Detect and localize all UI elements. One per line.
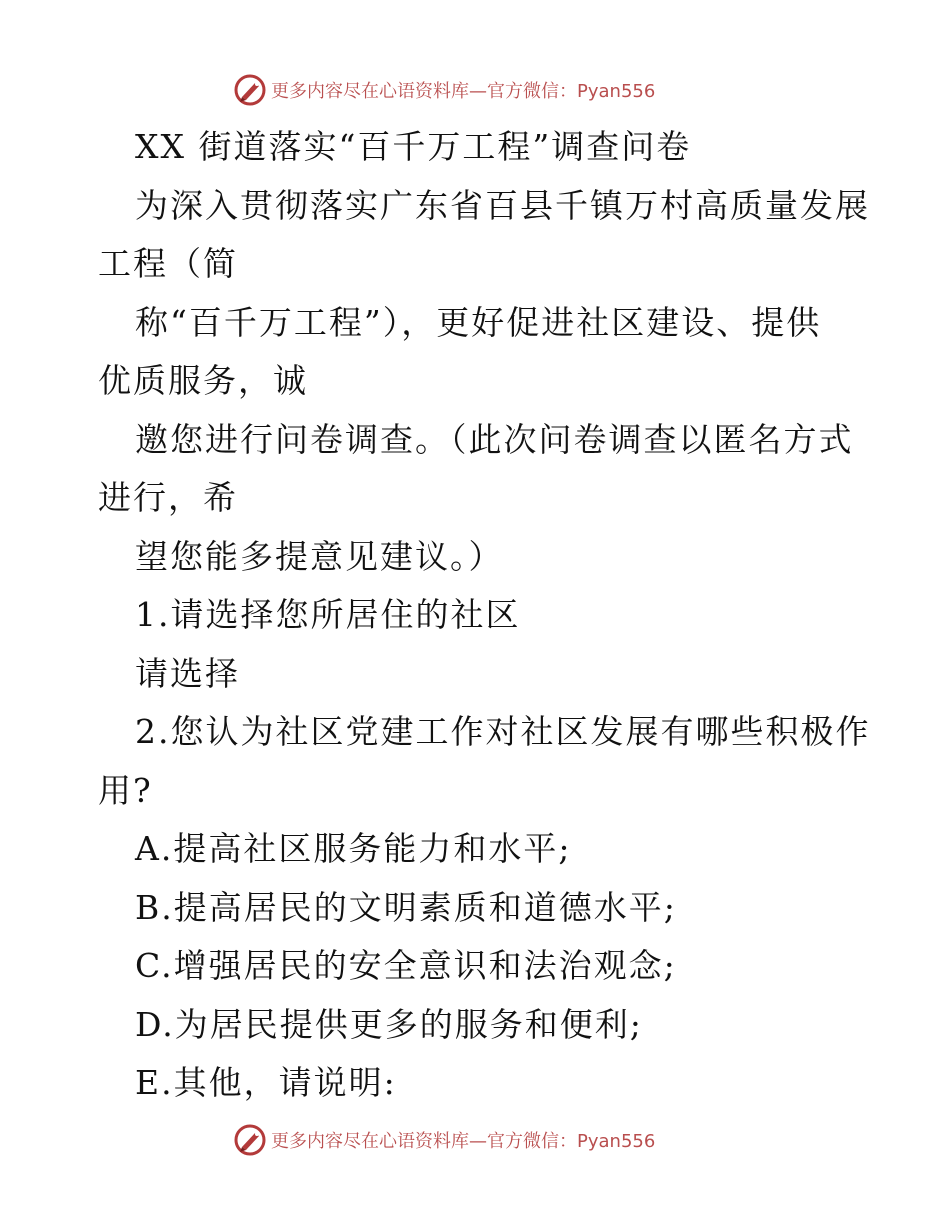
document-line: C.增强居民的安全意识和法治观念; [135, 946, 677, 985]
document-body [98, 118, 871, 1113]
pen-logo-icon [233, 73, 267, 107]
document-line: 进行，希 [98, 478, 238, 517]
document-line: 邀您进行问卷调查。（此次问卷调查以匿名方式 [135, 419, 854, 459]
document-line: D.为居民提供更多的服务和便利; [135, 1004, 643, 1044]
document-line: B.提高居民的文明素质和道德水平; [135, 887, 677, 927]
watermark-text: 更多内容尽在心语资料库—官方微信：Pyan556 [271, 81, 656, 102]
document-line: XX 街道落实“百千万工程”调查问卷 [135, 127, 692, 166]
document-line: 优质服务，诚 [98, 361, 308, 400]
document-line: E.其他，请说明: [135, 1063, 397, 1102]
document-line: 为深入贯彻落实广东省百县千镇万村高质量发展 [135, 185, 870, 225]
document-line: 用? [98, 770, 153, 810]
watermark-header [233, 70, 713, 110]
document-line: 望您能多提意见建议。） [135, 536, 504, 576]
document-line: A.提高社区服务能力和水平; [135, 829, 572, 868]
document-line: 1.请选择您所居住的社区 [135, 595, 521, 634]
pen-logo-icon [233, 1123, 267, 1157]
watermark-footer [233, 1120, 713, 1160]
document-line: 2.您认为社区党建工作对社区发展有哪些积极作 [135, 712, 871, 751]
document-line: 请选择 [135, 653, 240, 693]
document-line: 工程（简 [98, 244, 238, 283]
watermark-text: 更多内容尽在心语资料库—官方微信：Pyan556 [271, 1131, 656, 1152]
document-line: 称“百千万工程”），更好促进社区建设、提供 [135, 302, 822, 342]
